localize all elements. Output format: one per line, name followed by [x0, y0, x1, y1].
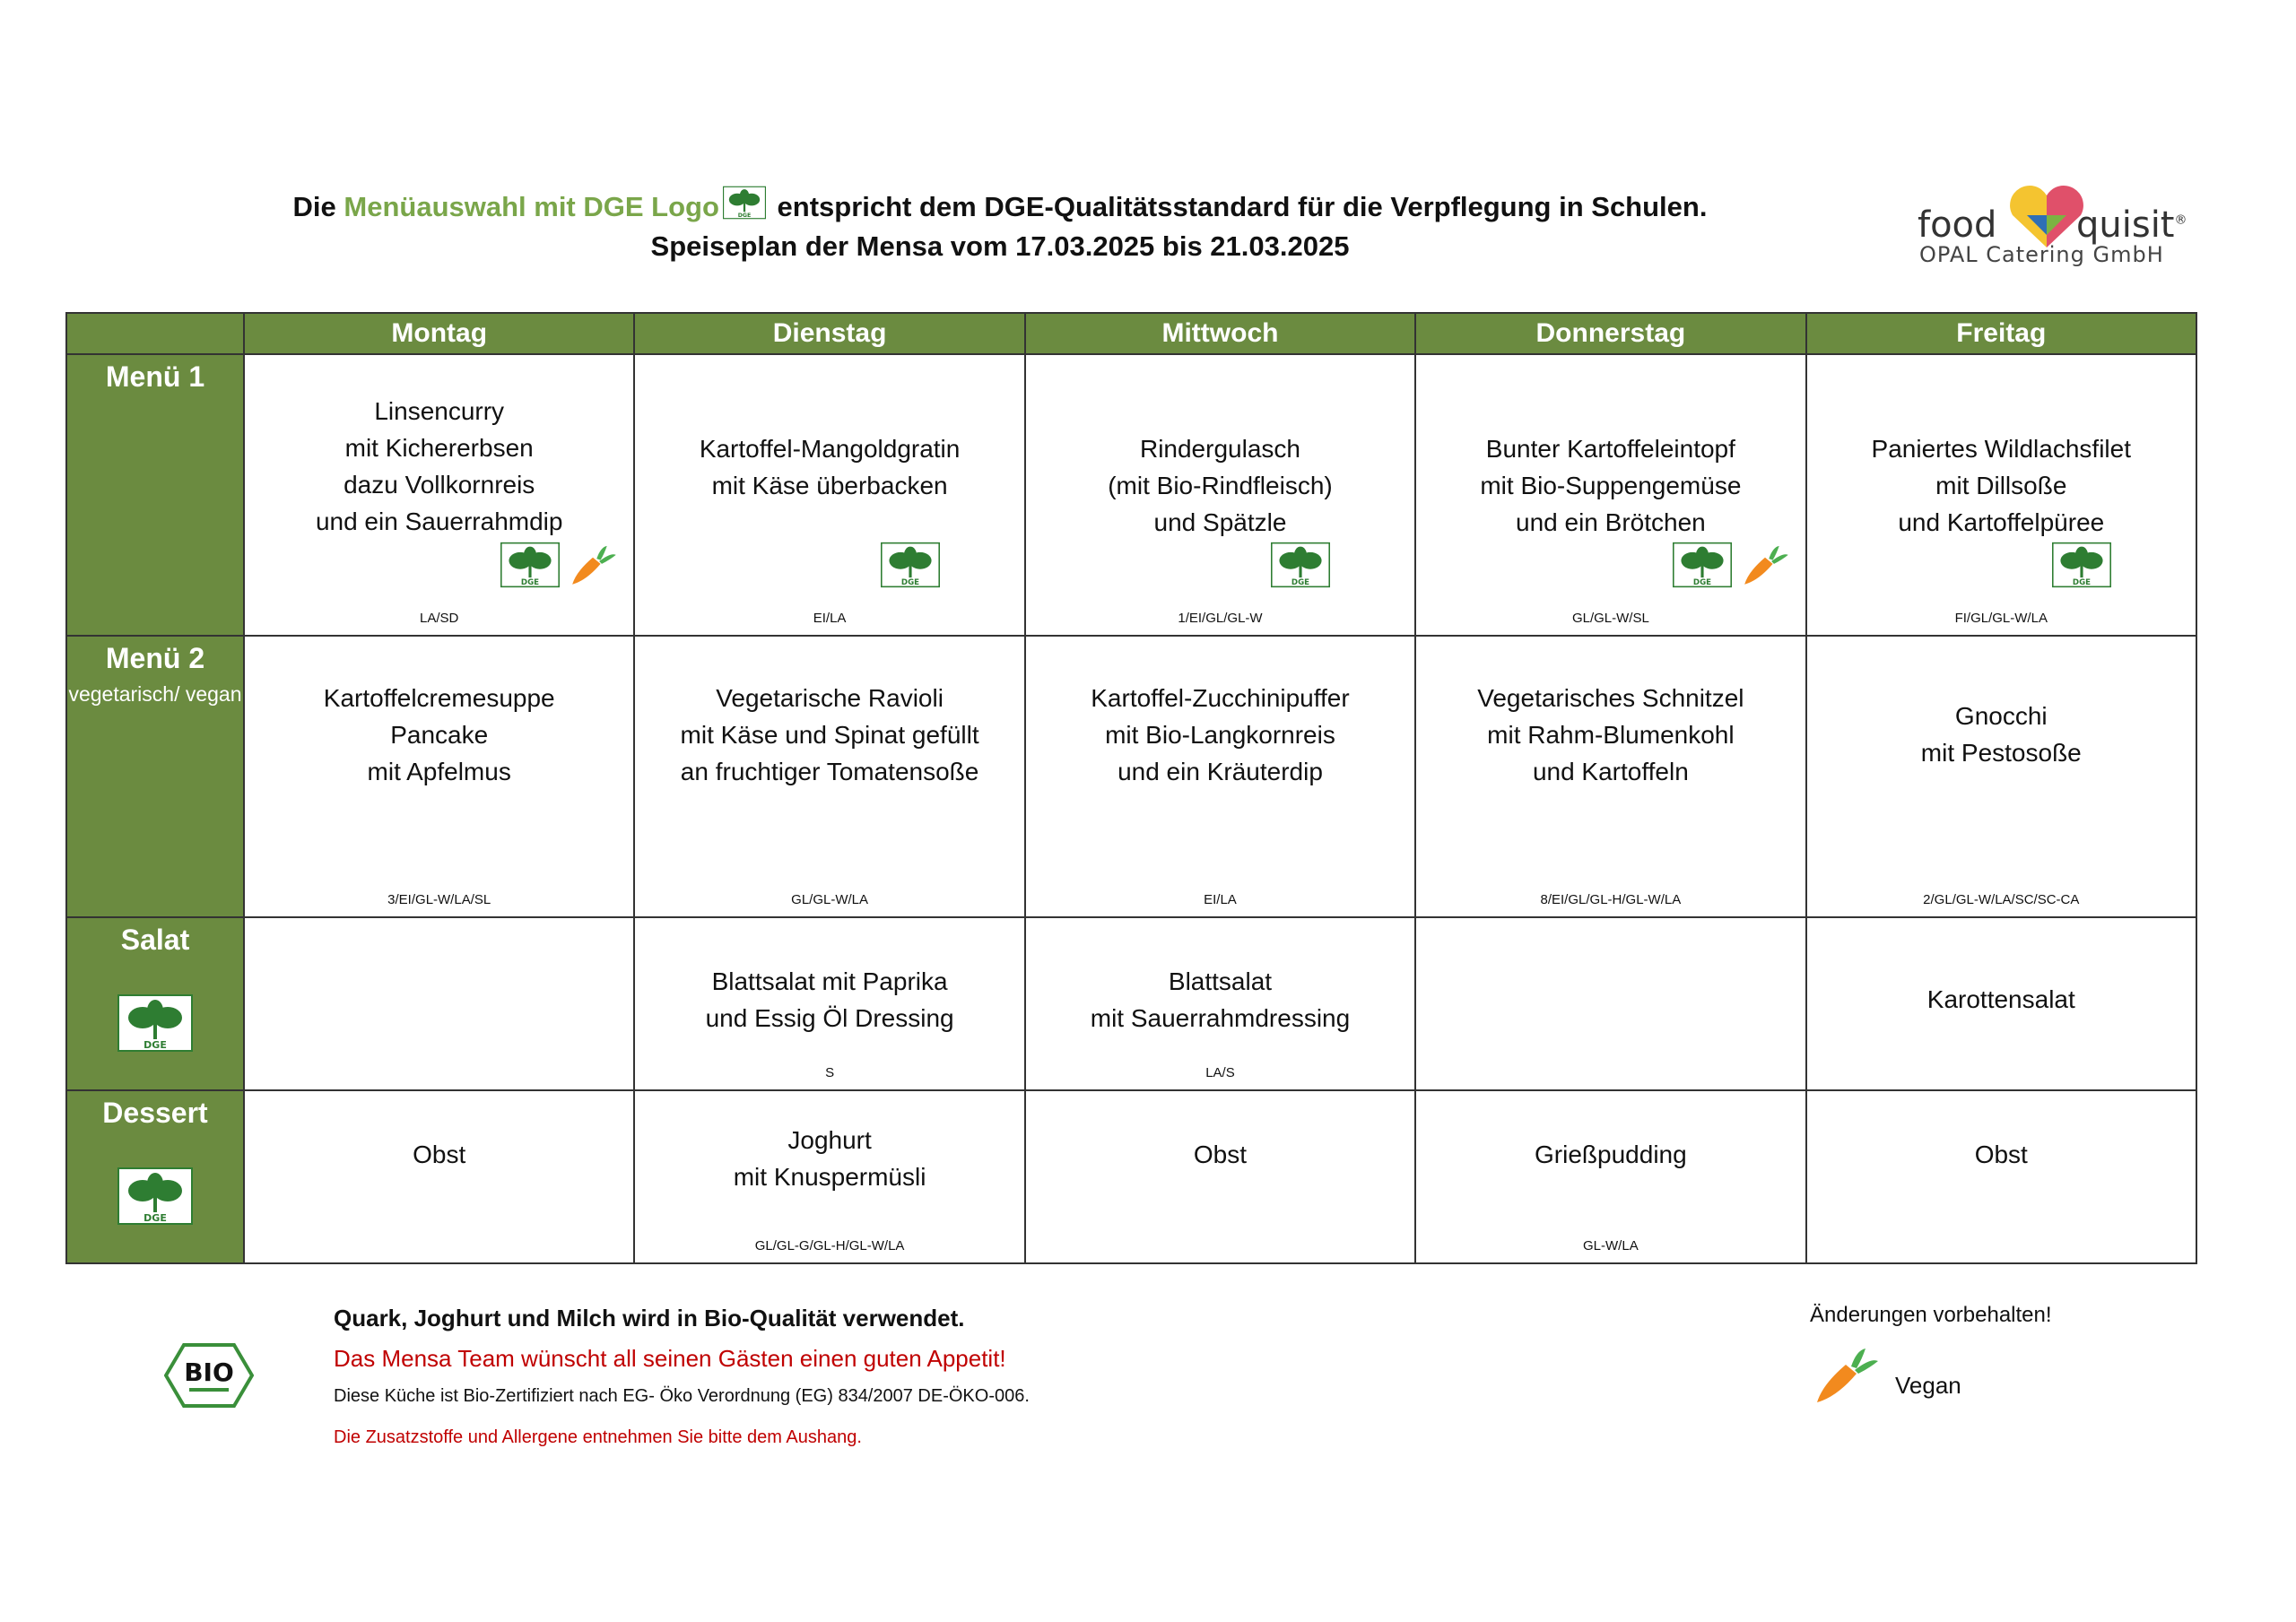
allergen-codes: S [825, 1065, 835, 1080]
table-row [66, 917, 2196, 1090]
dish-line: mit Kichererbsen [344, 434, 534, 462]
menu-cell-montag [244, 636, 634, 917]
menu-cell-mittwoch [1025, 1090, 1415, 1263]
dish-text [635, 1091, 1023, 1195]
day-header-donnerstag: Donnerstag [1415, 313, 1805, 354]
svg-text:BIO: BIO [184, 1357, 234, 1387]
menu-cell-freitag [1806, 636, 2196, 917]
header-line-1 [0, 184, 2000, 227]
dish-line: mit Rahm-Blumenkohl [1487, 721, 1735, 749]
allergen-codes: FI/GL/GL-W/LA [1954, 611, 2048, 626]
dge-logo-icon [2052, 542, 2111, 588]
greeting-text: Das Mensa Team wünscht all seinen Gästen einen guten Appetit! [334, 1345, 1006, 1372]
dish-line: Kartoffel-Mangoldgratin [699, 435, 961, 463]
svg-text:DGE: DGE [1292, 578, 1310, 587]
dish-text [245, 1091, 633, 1173]
svg-text:DGE: DGE [900, 578, 919, 587]
weekday-header-row [66, 313, 2196, 354]
cell-icons [1264, 542, 1330, 594]
allergen-codes: GL-W/LA [1583, 1238, 1639, 1253]
row-label: Dessert [102, 1097, 208, 1129]
allergen-codes: EI/LA [1204, 892, 1237, 907]
svg-text:DGE: DGE [1692, 578, 1711, 587]
dish-text [245, 637, 633, 790]
dish-line: und Spätzle [1153, 508, 1287, 536]
menu-cell-montag [244, 1090, 634, 1263]
row-header [66, 1090, 244, 1263]
dish-line: und ein Brötchen [1516, 508, 1706, 536]
menu-cell-freitag [1806, 354, 2196, 636]
row-header [66, 354, 244, 636]
dish-text [1026, 1091, 1414, 1173]
dish-line: und ein Kräuterdip [1118, 758, 1323, 785]
table-row [66, 1090, 2196, 1263]
cell-icons [874, 542, 940, 594]
svg-text:DGE: DGE [521, 578, 540, 587]
page-header [0, 184, 2000, 266]
dge-logo-icon [1271, 542, 1330, 588]
dish-line: an fruchtiger Tomatensoße [680, 758, 979, 785]
bio-seal-icon [164, 1343, 254, 1408]
menu-cell-mittwoch [1025, 636, 1415, 917]
dish-text [1026, 355, 1414, 541]
menu-table [65, 312, 2197, 1264]
dish-text [245, 918, 633, 963]
allergen-codes: GL/GL-G/GL-H/GL-W/LA [754, 1238, 905, 1253]
dish-text [1026, 918, 1414, 1037]
certification-text: Diese Küche ist Bio-Zertifiziert nach EG- Öko Verordnung (EG) 834/2007 DE-ÖKO-006. [334, 1386, 1030, 1406]
dish-text [1026, 637, 1414, 790]
dish-line: mit Apfelmus [367, 758, 511, 785]
svg-text:DGE: DGE [2072, 578, 2092, 587]
menu-cell-dienstag [634, 354, 1024, 636]
svg-text:DGE: DGE [737, 213, 752, 219]
dge-logo-wrapper [117, 994, 193, 1052]
vegan-legend-label: Vegan [1895, 1372, 1961, 1399]
dish-line: mit Pestosoße [1920, 739, 2082, 767]
dish-text [1416, 637, 1805, 790]
header-prefix: Die [292, 191, 336, 222]
dge-logo-icon [117, 1167, 193, 1225]
day-header-montag: Montag [244, 313, 634, 354]
dish-line: Blattsalat mit Paprika [711, 967, 948, 995]
menu-cell-montag [244, 354, 634, 636]
dish-text [245, 355, 633, 540]
menu-cell-donnerstag [1415, 354, 1805, 636]
menu-cell-donnerstag [1415, 636, 1805, 917]
allergen-codes: 3/EI/GL-W/LA/SL [387, 892, 491, 907]
allergen-codes: LA/SD [420, 611, 459, 626]
dish-line: mit Käse und Spinat gefüllt [680, 721, 979, 749]
dge-logo-wrapper [117, 1167, 193, 1225]
menu-cell-donnerstag [1415, 917, 1805, 1090]
organic-note: Quark, Joghurt und Milch wird in Bio-Qualität verwendet. [334, 1305, 965, 1331]
dish-line: dazu Vollkornreis [344, 471, 535, 499]
menu-cell-freitag [1806, 917, 2196, 1090]
dish-line: mit Käse überbacken [711, 472, 948, 499]
dish-line: mit Sauerrahmdressing [1090, 1004, 1351, 1032]
day-header-freitag: Freitag [1806, 313, 2196, 354]
dish-line: Kartoffelcremesuppe [323, 684, 555, 712]
logo-subtitle: OPAL Catering GmbH [1919, 242, 2164, 267]
cell-icons [493, 542, 619, 594]
dish-text [635, 637, 1023, 790]
allergen-codes: GL/GL-W/SL [1571, 611, 1649, 626]
dge-logo-icon [723, 184, 766, 221]
dish-line: Grießpudding [1535, 1141, 1687, 1168]
dish-text [1807, 1091, 2196, 1173]
dish-line: Vegetarisches Schnitzel [1477, 684, 1744, 712]
menu-cell-dienstag [634, 1090, 1024, 1263]
dish-line: Paniertes Wildlachsfilet [1871, 435, 2131, 463]
menu-cell-mittwoch [1025, 917, 1415, 1090]
allergen-codes: 8/EI/GL/GL-H/GL-W/LA [1540, 892, 1682, 907]
carrot-icon [1739, 543, 1791, 588]
dish-line: Rindergulasch [1139, 435, 1300, 463]
dish-line: und Kartoffelpüree [1898, 508, 2105, 536]
logo-word-food: food [1918, 204, 1997, 246]
cell-icons [1665, 542, 1791, 594]
dish-text [1807, 637, 2196, 771]
row-header [66, 636, 244, 917]
svg-text:DGE: DGE [144, 1039, 167, 1051]
allergen-codes: 1/EI/GL/GL-W [1178, 611, 1263, 626]
table-corner [66, 313, 244, 354]
menu-cell-donnerstag [1415, 1090, 1805, 1263]
menu-cell-freitag [1806, 1090, 2196, 1263]
dish-line: Karottensalat [1926, 985, 2075, 1013]
dge-logo-icon [500, 542, 560, 588]
allergen-note: Die Zusatzstoffe und Allergene entnehmen Sie bitte dem Aushang. [334, 1427, 862, 1447]
row-label: Menü 2 [105, 642, 205, 674]
dish-line: Obst [413, 1141, 466, 1168]
changes-reserved: Änderungen vorbehalten! [1810, 1303, 2052, 1327]
allergen-codes: GL/GL-W/LA [791, 892, 869, 907]
dish-line: (mit Bio-Rindfleisch) [1108, 472, 1333, 499]
allergen-codes: 2/GL/GL-W/LA/SC/SC-CA [1923, 892, 2080, 907]
dish-line: und Kartoffeln [1532, 758, 1689, 785]
day-header-dienstag: Dienstag [634, 313, 1024, 354]
cell-icons [2045, 542, 2111, 594]
dish-line: Vegetarische Ravioli [716, 684, 944, 712]
dge-logo-icon [881, 542, 940, 588]
row-label: Salat [120, 924, 190, 956]
foodquisit-logo [1910, 179, 2206, 278]
table-row [66, 636, 2196, 917]
allergen-codes: EI/LA [813, 611, 847, 626]
menu-cell-dienstag [634, 636, 1024, 917]
dish-line: Joghurt [787, 1126, 872, 1154]
menu-cell-montag [244, 917, 634, 1090]
carrot-icon [1810, 1345, 1882, 1408]
svg-text:DGE: DGE [144, 1212, 167, 1224]
table-row [66, 354, 2196, 636]
dish-text [1416, 918, 1805, 963]
dish-text [1807, 355, 2196, 541]
dish-text [1416, 355, 1805, 541]
dish-line: Linsencurry [374, 397, 505, 425]
dish-text [1807, 918, 2196, 1018]
dish-line: und ein Sauerrahmdip [315, 507, 563, 535]
menu-date-range: Speiseplan der Mensa vom 17.03.2025 bis 21.03.2025 [650, 230, 1350, 262]
dge-logo-icon [1673, 542, 1732, 588]
carrot-icon [567, 543, 619, 588]
dge-logo-icon [117, 994, 193, 1052]
allergen-codes: LA/S [1205, 1065, 1235, 1080]
dish-line: mit Knuspermüsli [733, 1163, 926, 1191]
logo-word-quisit: quisit® [2076, 204, 2187, 246]
header-suffix: entspricht dem DGE-Qualitätsstandard für die Verpflegung in Schulen. [777, 191, 1708, 222]
row-sublabel: vegetarisch/ vegan [68, 682, 242, 706]
dish-line: Kartoffel-Zucchinipuffer [1091, 684, 1350, 712]
header-highlight: Menüauswahl mit DGE Logo [344, 191, 719, 222]
dish-text [635, 918, 1023, 1037]
day-header-mittwoch: Mittwoch [1025, 313, 1415, 354]
dish-line: Obst [1974, 1141, 2028, 1168]
row-header [66, 917, 244, 1090]
dish-line: Pancake [390, 721, 489, 749]
dish-line: mit Bio-Langkornreis [1105, 721, 1335, 749]
dish-line: mit Bio-Suppengemüse [1480, 472, 1742, 499]
dish-line: Blattsalat [1168, 967, 1273, 995]
dish-line: Gnocchi [1954, 702, 2048, 730]
menu-cell-mittwoch [1025, 354, 1415, 636]
menu-cell-dienstag [634, 917, 1024, 1090]
vegan-legend [1810, 1345, 1961, 1412]
row-label: Menü 1 [105, 360, 205, 393]
dish-text [1416, 1091, 1805, 1173]
dish-line: Bunter Kartoffeleintopf [1485, 435, 1735, 463]
dish-text [635, 355, 1023, 504]
dish-line: und Essig Öl Dressing [705, 1004, 954, 1032]
dish-line: mit Dillsoße [1935, 472, 2067, 499]
dish-line: Obst [1193, 1141, 1248, 1168]
